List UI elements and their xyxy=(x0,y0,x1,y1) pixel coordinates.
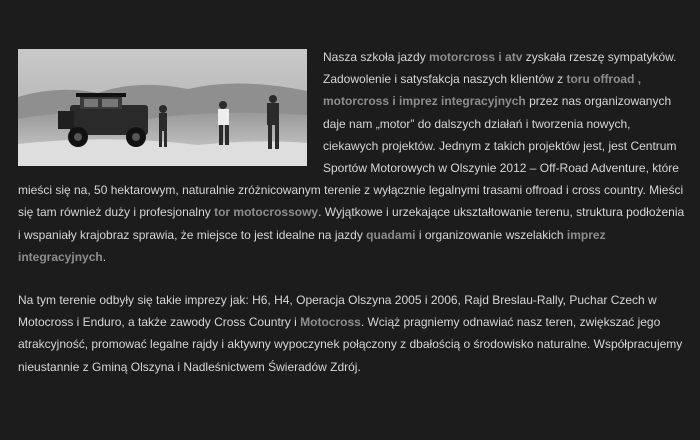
link-tor-offroad[interactable]: toru offroad , motorcross i imprez integracyjnych xyxy=(323,72,642,109)
link-imprez-integracyjnych[interactable]: imprez integracyjnych xyxy=(18,227,606,264)
offroad-jeep-desert-photo-icon xyxy=(18,49,307,166)
p1-text-1: Nasza szkoła jazdy xyxy=(323,50,430,64)
link-motocross[interactable]: Motocross xyxy=(300,315,361,330)
link-quadami[interactable]: quadami xyxy=(366,227,416,242)
link-tor-motocrossowy[interactable]: tor motocrossowy xyxy=(214,205,319,220)
p1-text-3: przez nas organizowanych daje nam „motor” do dalszych działań i tworzenia nowych, ciekawych projektów. Jednym z takich projektów jest, jest Centrum Sportów Motorowych w Olszynie 2012 – Off-Road Adventure, które mieści się na, 50 hektarowym, naturalnie zróżnicowanym terenie z wyłącznie legalnymi trasami offroad i cross country. Mieści się tam również duży i profesjonalny xyxy=(18,94,684,220)
p2-text-1: Na tym terenie odbyły się takie imprezy jak: H6, H4, Operacja Olszyna 2005 i 2006, Rajd Breslau-Rally, Puchar Czech w Motocross i Enduro, a także zawody Cross Country i xyxy=(18,293,657,330)
p1-text-2: zyskała rzeszę sympatyków. Zadowolenie i satysfakcja naszych klientów z xyxy=(323,50,677,87)
photo-illustration xyxy=(18,49,307,166)
link-motorcross-atv[interactable]: motorcross i atv xyxy=(429,50,523,64)
content-area xyxy=(18,46,688,399)
p2-text-2: . Wciąż pragniemy odnawiać nasz teren, zwiększać jego atrakcyjność, promować legalne rajdy i aktywny wypoczynek połączony z dbałością o środowisko naturalne. Współpracujemy nieustannie z Gminą Olszyna i Nadleśnictwem Świeradów Zdrój. xyxy=(18,315,683,374)
p1-text-5: i organizowanie wszelakich xyxy=(415,227,567,242)
p1-text-6: . xyxy=(102,249,107,264)
p1-text-4: . Wyjątkowe i urzekające ukształtowanie terenu, struktura podłożenia i wspaniały krajobraz sprawia, że miejsce to jest idealne na jazdy xyxy=(18,205,685,242)
events-paragraph xyxy=(18,289,688,378)
